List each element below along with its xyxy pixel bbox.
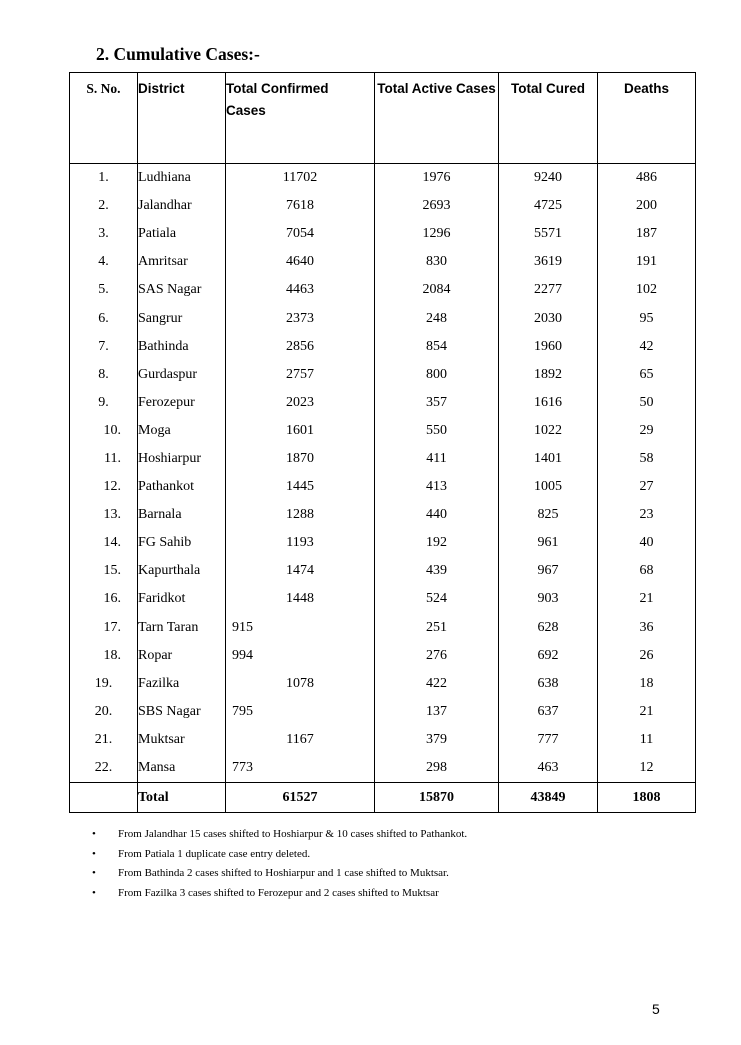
row-active: 192	[375, 529, 499, 557]
row-sno: 8.	[70, 361, 138, 389]
row-cured: 4725	[499, 192, 598, 220]
row-district: FG Sahib	[138, 529, 226, 557]
row-active: 1296	[375, 220, 499, 248]
table-row	[70, 473, 696, 501]
row-district: Amritsar	[138, 248, 226, 276]
page-number: 5	[652, 1001, 660, 1017]
header-total-cured: Total Cured	[499, 73, 598, 164]
row-district: Mansa	[138, 754, 226, 783]
row-deaths: 26	[598, 642, 696, 670]
row-cured: 638	[499, 670, 598, 698]
bullet-icon: •	[92, 847, 96, 860]
table-row	[70, 698, 696, 726]
row-active: 251	[375, 614, 499, 642]
row-confirmed: 1167	[226, 726, 375, 754]
row-district: Barnala	[138, 501, 226, 529]
row-confirmed: 994	[226, 642, 375, 670]
row-cured: 692	[499, 642, 598, 670]
row-sno: 12.	[70, 473, 138, 501]
row-cured: 903	[499, 585, 598, 613]
row-active: 1976	[375, 164, 499, 193]
header-sno: S. No.	[70, 73, 138, 164]
row-sno: 10.	[70, 417, 138, 445]
row-sno: 7.	[70, 333, 138, 361]
row-active: 413	[375, 473, 499, 501]
row-cured: 1401	[499, 445, 598, 473]
row-cured: 3619	[499, 248, 598, 276]
row-sno: 6.	[70, 304, 138, 332]
header-total-active: Total Active Cases	[375, 73, 499, 164]
row-deaths: 58	[598, 445, 696, 473]
row-sno: 3.	[70, 220, 138, 248]
table-row	[70, 361, 696, 389]
row-district: SBS Nagar	[138, 698, 226, 726]
row-deaths: 191	[598, 248, 696, 276]
row-deaths: 11	[598, 726, 696, 754]
row-active: 440	[375, 501, 499, 529]
row-active: 2084	[375, 276, 499, 304]
total-sno-cell	[70, 783, 138, 813]
row-deaths: 200	[598, 192, 696, 220]
row-confirmed: 1078	[226, 670, 375, 698]
note-item	[92, 848, 467, 868]
row-district: Muktsar	[138, 726, 226, 754]
row-active: 357	[375, 389, 499, 417]
note-text: From Fazilka 3 cases shifted to Ferozepur and 2 cases shifted to Muktsar	[118, 886, 439, 899]
row-district: SAS Nagar	[138, 276, 226, 304]
row-sno: 9.	[70, 389, 138, 417]
table-header-row	[70, 73, 696, 164]
table-row	[70, 192, 696, 220]
row-district: Bathinda	[138, 333, 226, 361]
row-deaths: 68	[598, 557, 696, 585]
row-active: 550	[375, 417, 499, 445]
row-sno: 19.	[70, 670, 138, 698]
total-cured: 43849	[499, 783, 598, 813]
row-confirmed: 1870	[226, 445, 375, 473]
row-confirmed: 7618	[226, 192, 375, 220]
row-deaths: 102	[598, 276, 696, 304]
row-cured: 961	[499, 529, 598, 557]
row-cured: 637	[499, 698, 598, 726]
row-district: Ropar	[138, 642, 226, 670]
row-district: Moga	[138, 417, 226, 445]
row-active: 2693	[375, 192, 499, 220]
bullet-icon: •	[92, 867, 96, 879]
row-district: Pathankot	[138, 473, 226, 501]
row-sno: 5.	[70, 276, 138, 304]
row-cured: 463	[499, 754, 598, 783]
row-active: 276	[375, 642, 499, 670]
row-deaths: 50	[598, 389, 696, 417]
note-text: From Bathinda 2 cases shifted to Hoshiarpur and 1 case shifted to Muktsar.	[118, 867, 449, 879]
table-row	[70, 670, 696, 698]
row-active: 524	[375, 585, 499, 613]
note-item	[92, 867, 467, 887]
row-confirmed: 773	[226, 754, 375, 783]
note-item	[92, 828, 467, 848]
row-cured: 628	[499, 614, 598, 642]
row-deaths: 29	[598, 417, 696, 445]
row-active: 830	[375, 248, 499, 276]
row-confirmed: 1474	[226, 557, 375, 585]
row-confirmed: 11702	[226, 164, 375, 193]
row-cured: 5571	[499, 220, 598, 248]
row-sno: 2.	[70, 192, 138, 220]
row-district: Sangrur	[138, 304, 226, 332]
header-deaths: Deaths	[598, 73, 696, 164]
table-row	[70, 333, 696, 361]
row-active: 422	[375, 670, 499, 698]
notes-list	[92, 828, 467, 906]
row-district: Kapurthala	[138, 557, 226, 585]
row-active: 800	[375, 361, 499, 389]
row-sno: 21.	[70, 726, 138, 754]
row-confirmed: 915	[226, 614, 375, 642]
row-confirmed: 1288	[226, 501, 375, 529]
row-district: Ludhiana	[138, 164, 226, 193]
bullet-icon: •	[92, 828, 96, 840]
header-confirmed-line1: Total Confirmed	[226, 81, 329, 96]
total-confirmed: 61527	[226, 783, 375, 813]
row-deaths: 27	[598, 473, 696, 501]
table-row	[70, 276, 696, 304]
row-confirmed: 795	[226, 698, 375, 726]
total-label: Total	[138, 783, 226, 813]
row-active: 439	[375, 557, 499, 585]
row-cured: 967	[499, 557, 598, 585]
row-district: Patiala	[138, 220, 226, 248]
row-deaths: 12	[598, 754, 696, 783]
header-district: District	[138, 73, 226, 164]
note-item	[92, 887, 467, 907]
row-deaths: 486	[598, 164, 696, 193]
table-row	[70, 248, 696, 276]
row-cured: 1616	[499, 389, 598, 417]
row-confirmed: 2023	[226, 389, 375, 417]
total-active: 15870	[375, 783, 499, 813]
table-row	[70, 614, 696, 642]
row-confirmed: 1601	[226, 417, 375, 445]
row-district: Gurdaspur	[138, 361, 226, 389]
row-district: Fazilka	[138, 670, 226, 698]
row-sno: 15.	[70, 557, 138, 585]
row-deaths: 21	[598, 585, 696, 613]
row-cured: 825	[499, 501, 598, 529]
row-sno: 4.	[70, 248, 138, 276]
row-active: 854	[375, 333, 499, 361]
row-sno: 18.	[70, 642, 138, 670]
row-confirmed: 2856	[226, 333, 375, 361]
row-cured: 2030	[499, 304, 598, 332]
row-cured: 2277	[499, 276, 598, 304]
row-confirmed: 4640	[226, 248, 375, 276]
header-total-confirmed	[226, 73, 375, 164]
row-deaths: 36	[598, 614, 696, 642]
row-cured: 777	[499, 726, 598, 754]
table-row	[70, 164, 696, 193]
row-confirmed: 1448	[226, 585, 375, 613]
section-heading: 2. Cumulative Cases:-	[96, 44, 260, 64]
row-deaths: 95	[598, 304, 696, 332]
table-row	[70, 417, 696, 445]
row-confirmed: 2373	[226, 304, 375, 332]
total-deaths: 1808	[598, 783, 696, 813]
row-deaths: 23	[598, 501, 696, 529]
row-deaths: 65	[598, 361, 696, 389]
table-row	[70, 445, 696, 473]
row-confirmed: 1445	[226, 473, 375, 501]
bullet-icon: •	[92, 886, 96, 899]
row-sno: 1.	[70, 164, 138, 193]
row-active: 298	[375, 754, 499, 783]
row-sno: 13.	[70, 501, 138, 529]
row-sno: 14.	[70, 529, 138, 557]
row-cured: 1892	[499, 361, 598, 389]
table-row	[70, 389, 696, 417]
row-cured: 1005	[499, 473, 598, 501]
row-sno: 16.	[70, 585, 138, 613]
row-confirmed: 4463	[226, 276, 375, 304]
row-cured: 1022	[499, 417, 598, 445]
row-confirmed: 7054	[226, 220, 375, 248]
row-deaths: 21	[598, 698, 696, 726]
row-active: 248	[375, 304, 499, 332]
row-deaths: 18	[598, 670, 696, 698]
table-row	[70, 642, 696, 670]
row-district: Ferozepur	[138, 389, 226, 417]
row-deaths: 42	[598, 333, 696, 361]
table-row	[70, 501, 696, 529]
row-sno: 17.	[70, 614, 138, 642]
row-cured: 9240	[499, 164, 598, 193]
table-row	[70, 220, 696, 248]
row-confirmed: 2757	[226, 361, 375, 389]
row-district: Hoshiarpur	[138, 445, 226, 473]
row-active: 411	[375, 445, 499, 473]
row-district: Faridkot	[138, 585, 226, 613]
row-confirmed: 1193	[226, 529, 375, 557]
row-cured: 1960	[499, 333, 598, 361]
table-row	[70, 754, 696, 783]
header-confirmed-line2: Cases	[226, 103, 266, 118]
note-text: From Patiala 1 duplicate case entry deleted.	[118, 847, 311, 860]
row-sno: 20.	[70, 698, 138, 726]
cumulative-cases-table	[69, 72, 696, 813]
row-district: Jalandhar	[138, 192, 226, 220]
table-row	[70, 585, 696, 613]
total-row	[70, 783, 696, 813]
note-text: From Jalandhar 15 cases shifted to Hoshiarpur & 10 cases shifted to Pathankot.	[118, 828, 468, 840]
table-row	[70, 529, 696, 557]
row-district: Tarn Taran	[138, 614, 226, 642]
row-active: 137	[375, 698, 499, 726]
row-sno: 22.	[70, 754, 138, 783]
row-sno: 11.	[70, 445, 138, 473]
row-deaths: 40	[598, 529, 696, 557]
table-row	[70, 557, 696, 585]
table-row	[70, 726, 696, 754]
row-deaths: 187	[598, 220, 696, 248]
row-active: 379	[375, 726, 499, 754]
table-row	[70, 304, 696, 332]
